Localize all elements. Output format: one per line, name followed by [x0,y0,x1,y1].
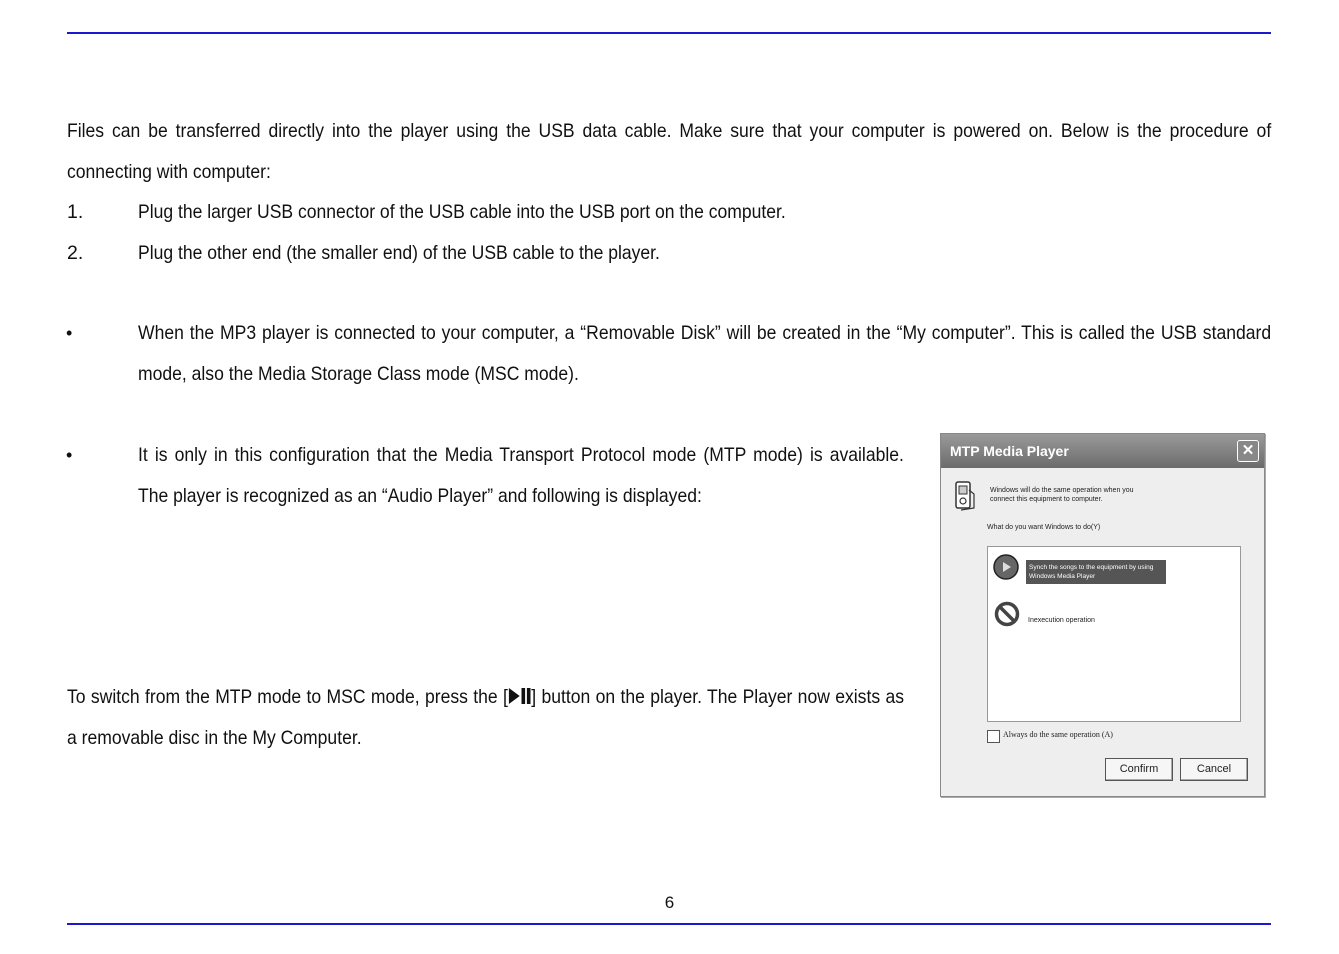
always-checkbox[interactable] [987,730,1000,743]
dialog-titlebar [941,434,1264,468]
confirm-button[interactable]: Confirm [1105,758,1173,781]
header-rule [67,32,1271,34]
cancel-button[interactable]: Cancel [1180,758,1248,781]
switch-text-after: ] button on the player. The Player now exists as a removable disc in the My Computer. [67,686,904,749]
step-number-1: 1. [67,201,84,223]
bullet-symbol-2: • [66,445,73,465]
option-none-label: Inexecution operation [1028,617,1095,624]
step-text-1: Plug the larger USB connector of the USB cable into the USB port on the computer. [138,201,786,223]
dialog-question: What do you want Windows to do(Y) [987,524,1101,531]
page-number: 6 [664,893,675,912]
step-number-2: 2. [67,242,84,264]
play-pause-icon [508,687,531,705]
step-2 [138,233,660,274]
dialog-message: Windows will do the same operation when you connect this equipment to computer. [990,487,1134,503]
intro-paragraph: Files can be transferred directly into the player using the USB data cable. Make sure that your computer is powered on. Below is the procedure of connecting with computer: [67,120,1272,183]
always-checkbox-label: Always do the same operation (A) [1003,730,1113,739]
bullet-symbol-1: • [66,323,73,343]
switch-paragraph [67,677,904,759]
play-icon [993,554,1019,580]
step-text-2: Plug the other end (the smaller end) of the USB cable to the player. [138,242,660,264]
close-button[interactable]: ✕ [1237,440,1259,462]
bullet-text-2: It is only in this configuration that the Media Transport Protocol mode (MTP mode) is available. The player is recognized as an “Audio Player” and following is displayed: [138,444,904,507]
footer-rule [67,923,1271,925]
option-sync-label: Synch the songs to the equipment by using Windows Media Player [1026,560,1166,584]
options-list [987,546,1241,722]
no-entry-icon [994,601,1020,627]
media-player-device-icon [953,480,975,512]
step-1 [138,192,786,233]
switch-text-before: To switch from the MTP mode to MSC mode, press the [ [67,686,508,708]
bullet-text-1: When the MP3 player is connected to your computer, a “Removable Disk” will be created in the “My computer”. This is called the USB standard mode, also the Media Storage Class mode (MSC mode). [138,322,1272,385]
mtp-dialog [940,433,1265,797]
dialog-title: MTP Media Player [950,443,1069,459]
